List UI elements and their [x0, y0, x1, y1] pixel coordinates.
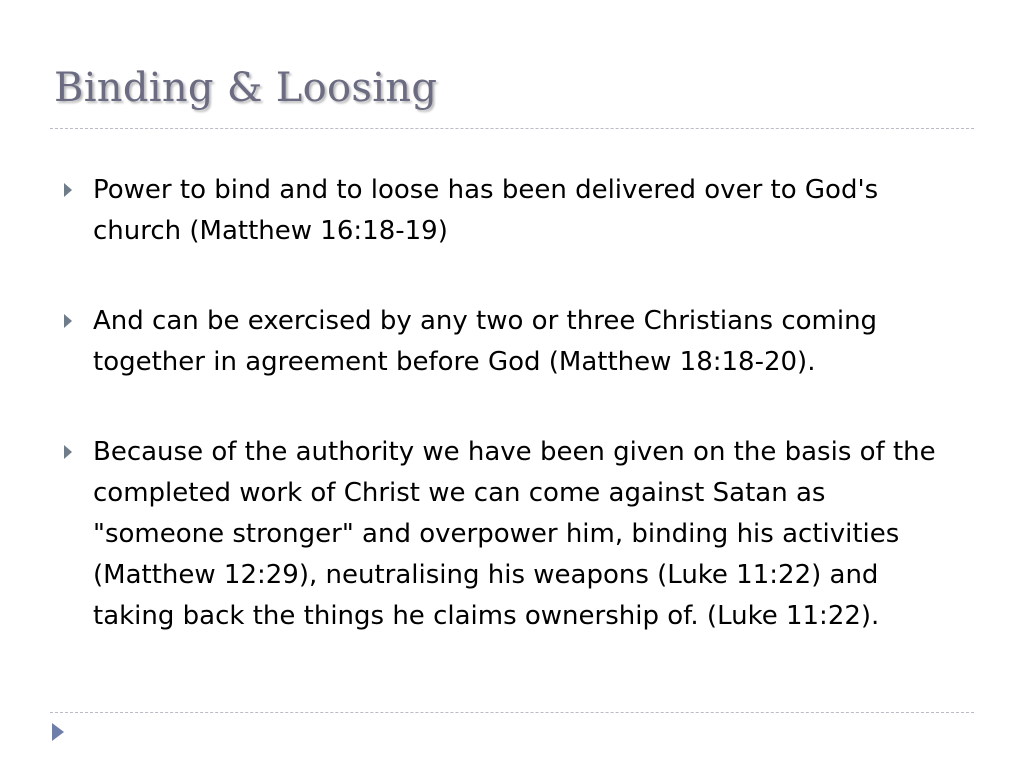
bullet-item: [58, 170, 958, 252]
triangle-bullet-icon: [64, 183, 72, 197]
triangle-bullet-icon: [64, 314, 72, 328]
bullet-text: Because of the authority we have been given on the basis of the completed work of Christ we can come against Satan as "someone stronger" and overpower him, binding his activities (Matthew 12:29), neutralising his weapons (Luke 11:22) and taking back the things he claims ownership of. (Luke 11:22).: [93, 437, 936, 631]
bullet-item: [58, 301, 958, 383]
bullet-text: And can be exercised by any two or three Christians coming together in agreement before God (Matthew 18:18-20).: [93, 306, 878, 377]
bullet-list: [58, 170, 958, 637]
triangle-bullet-icon: [64, 445, 72, 459]
footer-divider: [50, 712, 974, 713]
slide-title: Binding & Loosing: [54, 65, 438, 111]
bullet-item: [58, 432, 958, 637]
title-divider: [50, 128, 974, 129]
bullet-text: Power to bind and to loose has been delivered over to God's church (Matthew 16:18-19): [93, 175, 879, 246]
play-triangle-icon[interactable]: [52, 723, 64, 741]
